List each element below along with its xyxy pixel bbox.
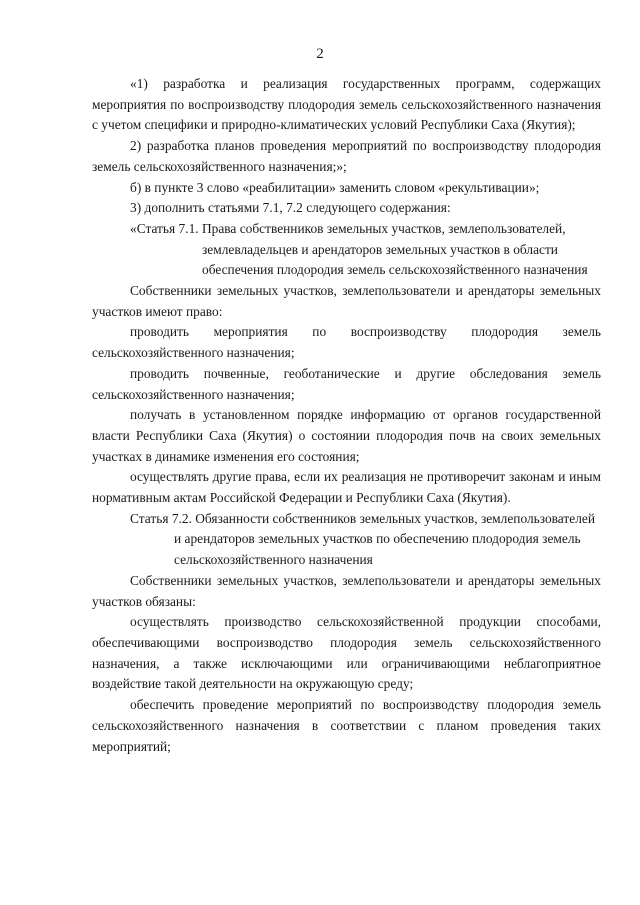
paragraph-owners-obliged: Собственники земельных участков, землепользователи и арендаторы земельных участков обязаны: <box>92 572 601 609</box>
article-7-1-title-line-3: обеспечения плодородия земель сельскохозяйственного назначения <box>202 262 588 278</box>
paragraph-duty-production: осуществлять производство сельскохозяйственной продукции способами, обеспечивающими воспроизводство плодородия земель сельскохозяйственного назначения, а также исключающими или ограничивающими неблагоприятное воздействие такой деятельности на окружающую среду; <box>92 614 601 692</box>
paragraph-word-replacement: б) в пункте 3 слово «реабилитации» заменить словом «рекультивации»; <box>130 179 540 195</box>
article-7-1-title-line-2: землевладельцев и арендаторов земельных участков в области <box>202 241 558 257</box>
document-body <box>92 74 601 757</box>
article-7-2-title-line-3: сельскохозяйственного назначения <box>174 552 373 568</box>
paragraph-owners-have-right: Собственники земельных участков, землепользователи и арендаторы земельных участков имеют право: <box>92 283 601 319</box>
paragraph-duty-measures: обеспечить проведение мероприятий по воспроизводству плодородия земель сельскохозяйственного назначения в соответствии с планом проведения таких мероприятий; <box>92 697 601 754</box>
paragraph-program-development: «1) разработка и реализация государственных программ, содержащих мероприятия по воспроизводству плодородия земель сельскохозяйственного назначения с учетом специфики и природно-климатических условий Республики Саха (Якутия); <box>92 76 601 133</box>
paragraph-right-reproduction: проводить мероприятия по воспроизводству плодородия земель сельскохозяйственного назначения; <box>92 324 601 361</box>
article-7-1-title-line-1: «Статья 7.1. Права собственников земельных участков, землепользователей, <box>130 220 566 236</box>
article-7-1-heading <box>92 219 601 281</box>
paragraph-plan-development: 2) разработка планов проведения мероприятий по воспроизводству плодородия земель сельскохозяйственного назначения;»; <box>92 138 601 174</box>
article-7-2-heading <box>92 509 601 571</box>
paragraph-right-information: получать в установленном порядке информацию от органов государственной власти Республики Саха (Якутия) о состоянии плодородия почв на своих земельных участках в динамике изменения его состояния; <box>92 407 601 464</box>
paragraph-add-articles: 3) дополнить статьями 7.1, 7.2 следующего содержания: <box>130 200 451 216</box>
page-number: 2 <box>316 46 324 62</box>
paragraph-right-other: осуществлять другие права, если их реализация не противоречит законам и иным нормативным актам Российской Федерации и Республики Саха (Якутия). <box>92 469 601 506</box>
article-7-2-title-line-1: Статья 7.2. Обязанности собственников земельных участков, землепользователей <box>130 510 595 526</box>
paragraph-right-surveys: проводить почвенные, геоботанические и другие обследования земель сельскохозяйственного назначения; <box>92 365 601 402</box>
article-7-2-title-line-2: и арендаторов земельных участков по обеспечению плодородия земель <box>174 531 581 547</box>
